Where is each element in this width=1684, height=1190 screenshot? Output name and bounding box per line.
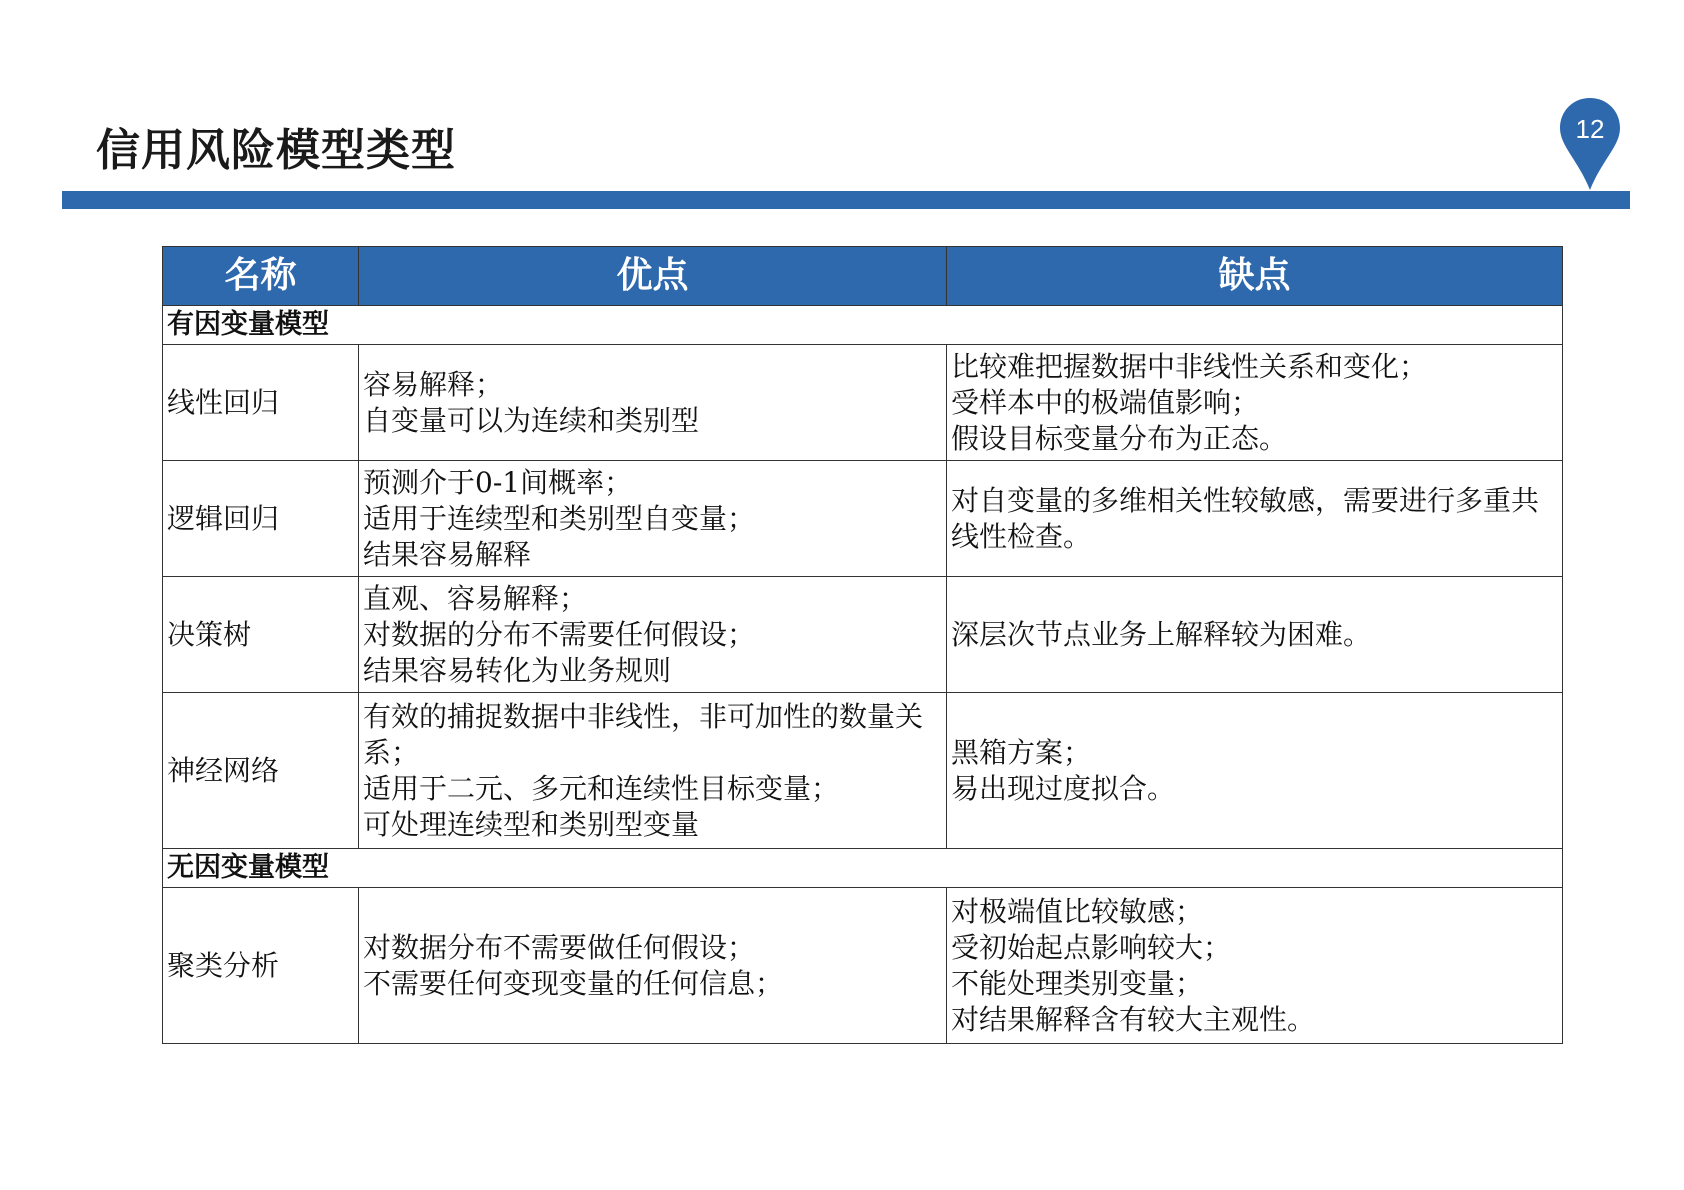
cons-line: 深层次节点业务上解释较为困难。 xyxy=(951,617,1372,651)
column-header-name: 名称 xyxy=(163,247,359,306)
pros-line: 直观、容易解释； xyxy=(363,581,588,615)
pros-line: 容易解释； xyxy=(363,367,504,401)
cons-line: 不能处理类别变量； xyxy=(951,966,1204,1000)
model-name: 聚类分析 xyxy=(163,888,359,1044)
model-cons xyxy=(947,888,1563,1044)
column-header-pros: 优点 xyxy=(359,247,947,306)
section-row xyxy=(163,306,1563,345)
cons-line: 对自变量的多维相关性较敏感，需要进行多重共线性检查。 xyxy=(951,483,1540,553)
title-divider xyxy=(62,191,1630,209)
pros-line: 适用于二元、多元和连续性目标变量； xyxy=(363,771,840,805)
section-label: 无因变量模型 xyxy=(163,849,1563,888)
model-pros xyxy=(359,577,947,693)
model-pros xyxy=(359,345,947,461)
model-name: 神经网络 xyxy=(163,693,359,849)
cons-line: 受样本中的极端值影响； xyxy=(951,385,1260,419)
model-name: 线性回归 xyxy=(163,345,359,461)
pros-line: 自变量可以为连续和类别型 xyxy=(363,403,700,437)
cons-line: 对结果解释含有较大主观性。 xyxy=(951,1002,1316,1036)
page-number-pin xyxy=(1558,96,1622,192)
model-pros xyxy=(359,888,947,1044)
section-label: 有因变量模型 xyxy=(163,306,1563,345)
cons-line: 假设目标变量分布为正态。 xyxy=(951,421,1288,455)
cons-line: 对极端值比较敏感； xyxy=(951,894,1204,928)
model-name: 逻辑回归 xyxy=(163,461,359,577)
column-header-cons: 缺点 xyxy=(947,247,1563,306)
pros-line: 有效的捕捉数据中非线性，非可加性的数量关系； xyxy=(363,699,924,769)
cons-line: 受初始起点影响较大； xyxy=(951,930,1232,964)
pros-line: 可处理连续型和类别型变量 xyxy=(363,807,700,841)
table-row xyxy=(163,888,1563,1044)
model-comparison-table xyxy=(162,246,1563,1044)
model-pros xyxy=(359,461,947,577)
model-cons xyxy=(947,693,1563,849)
page-number: 12 xyxy=(1575,114,1605,144)
cons-line: 比较难把握数据中非线性关系和变化； xyxy=(951,349,1428,383)
pros-line: 不需要任何变现变量的任何信息； xyxy=(363,966,784,1000)
pros-line: 结果容易转化为业务规则 xyxy=(363,653,672,687)
table-row xyxy=(163,693,1563,849)
section-row xyxy=(163,849,1563,888)
model-cons xyxy=(947,577,1563,693)
model-cons xyxy=(947,461,1563,577)
table-row xyxy=(163,345,1563,461)
pros-line: 结果容易解释 xyxy=(363,537,532,571)
pros-line: 预测介于0-1间概率； xyxy=(363,465,633,499)
cons-line: 黑箱方案； xyxy=(951,735,1092,769)
table-row xyxy=(163,577,1563,693)
model-cons xyxy=(947,345,1563,461)
page-title: 信用风险模型类型 xyxy=(96,125,456,176)
pros-line: 适用于连续型和类别型自变量； xyxy=(363,501,756,535)
pros-line: 对数据分布不需要做任何假设； xyxy=(363,930,756,964)
table-row xyxy=(163,461,1563,577)
cons-line: 易出现过度拟合。 xyxy=(951,771,1176,805)
table-header-row xyxy=(163,247,1563,306)
pros-line: 对数据的分布不需要任何假设； xyxy=(363,617,756,651)
model-pros xyxy=(359,693,947,849)
model-name: 决策树 xyxy=(163,577,359,693)
